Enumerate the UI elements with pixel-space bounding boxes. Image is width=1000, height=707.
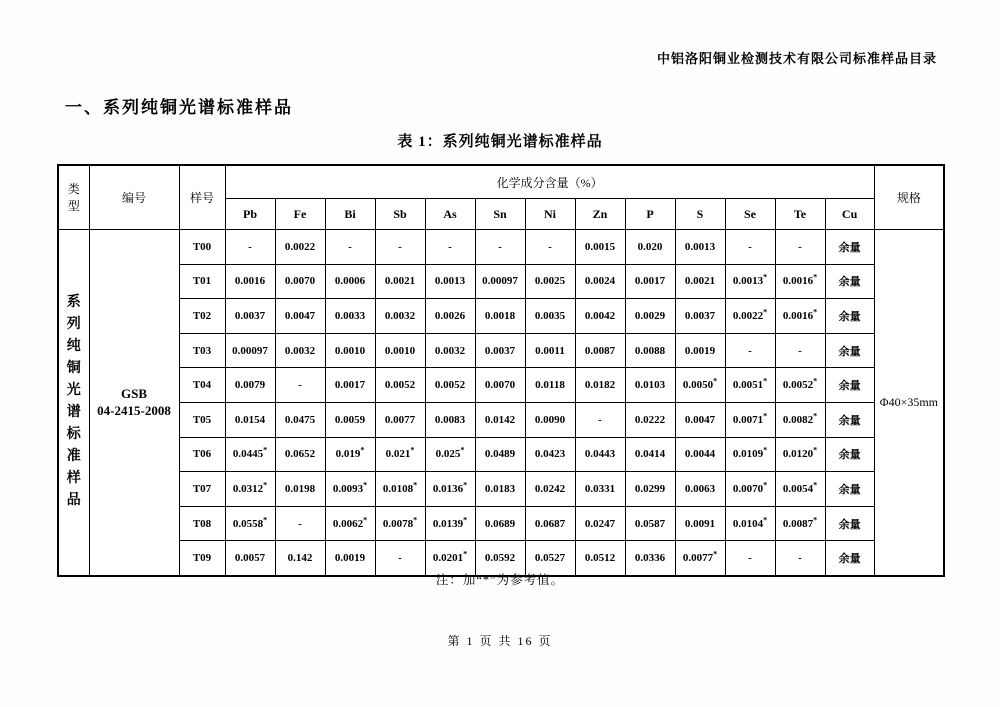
value-cell-zn: 0.0443 (575, 437, 625, 472)
header-element-p: P (625, 199, 675, 230)
table-row-T07 (58, 472, 944, 507)
value-cell-as: 0.025* (425, 437, 475, 472)
value-cell-ni: 0.0035 (525, 299, 575, 334)
type-cell: 系 列 纯 铜 光 谱 标 准 样 品 (58, 230, 89, 576)
table-header-row-1 (58, 165, 944, 199)
value-cell-sb: 0.0021 (375, 264, 425, 299)
value-cell-cu: 余量 (825, 299, 874, 334)
header-element-sb: Sb (375, 199, 425, 230)
value-cell-s: 0.0063 (675, 472, 725, 507)
header-type: 类 型 (58, 165, 89, 230)
value-cell-fe: 0.142 (275, 541, 325, 576)
table-row-T03 (58, 333, 944, 368)
header-sample: 样号 (179, 165, 225, 230)
value-cell-sn: 0.00097 (475, 264, 525, 299)
value-cell-te: 0.0016* (775, 264, 825, 299)
value-cell-fe: 0.0070 (275, 264, 325, 299)
header-element-pb: Pb (225, 199, 275, 230)
value-cell-ni: 0.0118 (525, 368, 575, 403)
table-row-T05 (58, 402, 944, 437)
standard-samples-table (57, 164, 945, 577)
value-cell-as: 0.0032 (425, 333, 475, 368)
footnote: 注：加“*”为参考值。 (435, 573, 565, 587)
value-cell-fe: 0.0032 (275, 333, 325, 368)
table-row-T08 (58, 506, 944, 541)
value-cell-zn: 0.0331 (575, 472, 625, 507)
value-cell-pb: 0.0037 (225, 299, 275, 334)
value-cell-se: 0.0109* (725, 437, 775, 472)
value-cell-cu: 余量 (825, 264, 874, 299)
value-cell-ni: 0.0090 (525, 402, 575, 437)
value-cell-fe: 0.0022 (275, 230, 325, 265)
value-cell-cu: 余量 (825, 472, 874, 507)
value-cell-te: - (775, 333, 825, 368)
value-cell-s: 0.0044 (675, 437, 725, 472)
value-cell-fe: 0.0652 (275, 437, 325, 472)
value-cell-sn: 0.0489 (475, 437, 525, 472)
value-cell-cu: 余量 (825, 437, 874, 472)
value-cell-s: 0.0077* (675, 541, 725, 576)
value-cell-p: 0.0414 (625, 437, 675, 472)
value-cell-as: 0.0136* (425, 472, 475, 507)
value-cell-s: 0.0021 (675, 264, 725, 299)
value-cell-ni: 0.0011 (525, 333, 575, 368)
value-cell-p: 0.0103 (625, 368, 675, 403)
value-cell-s: 0.0050* (675, 368, 725, 403)
value-cell-cu: 余量 (825, 506, 874, 541)
sample-id-cell: T06 (179, 437, 225, 472)
value-cell-pb: 0.0312* (225, 472, 275, 507)
value-cell-sb: 0.0108* (375, 472, 425, 507)
value-cell-te: 0.0052* (775, 368, 825, 403)
sample-id-cell: T03 (179, 333, 225, 368)
value-cell-sb: 0.0052 (375, 368, 425, 403)
header-composition: 化学成分含量（%） (225, 165, 874, 199)
sample-id-cell: T02 (179, 299, 225, 334)
value-cell-sn: 0.0018 (475, 299, 525, 334)
value-cell-sb: 0.0078* (375, 506, 425, 541)
value-cell-pb: 0.0079 (225, 368, 275, 403)
value-cell-s: 0.0047 (675, 402, 725, 437)
sample-id-cell: T00 (179, 230, 225, 265)
table-row-T02 (58, 299, 944, 334)
value-cell-p: 0.0029 (625, 299, 675, 334)
value-cell-sn: 0.0183 (475, 472, 525, 507)
value-cell-p: 0.0088 (625, 333, 675, 368)
value-cell-sb: - (375, 230, 425, 265)
value-cell-ni: 0.0527 (525, 541, 575, 576)
value-cell-te: 0.0082* (775, 402, 825, 437)
value-cell-cu: 余量 (825, 333, 874, 368)
header-element-fe: Fe (275, 199, 325, 230)
value-cell-sn: - (475, 230, 525, 265)
value-cell-pb: 0.0016 (225, 264, 275, 299)
value-cell-cu: 余量 (825, 402, 874, 437)
header-spec: 规格 (874, 165, 944, 230)
value-cell-te: 0.0016* (775, 299, 825, 334)
value-cell-sb: 0.0010 (375, 333, 425, 368)
value-cell-ni: - (525, 230, 575, 265)
value-cell-p: 0.0336 (625, 541, 675, 576)
value-cell-cu: 余量 (825, 541, 874, 576)
value-cell-bi: 0.0033 (325, 299, 375, 334)
value-cell-as: 0.0201* (425, 541, 475, 576)
header-code: 编号 (89, 165, 179, 230)
value-cell-fe: 0.0475 (275, 402, 325, 437)
table-row-T06 (58, 437, 944, 472)
value-cell-p: 0.0299 (625, 472, 675, 507)
value-cell-p: 0.0222 (625, 402, 675, 437)
value-cell-as: - (425, 230, 475, 265)
value-cell-cu: 余量 (825, 230, 874, 265)
header-element-ni: Ni (525, 199, 575, 230)
value-cell-zn: 0.0015 (575, 230, 625, 265)
header-element-as: As (425, 199, 475, 230)
value-cell-sn: 0.0037 (475, 333, 525, 368)
value-cell-cu: 余量 (825, 368, 874, 403)
value-cell-sb: - (375, 541, 425, 576)
header-element-sn: Sn (475, 199, 525, 230)
value-cell-se: 0.0104* (725, 506, 775, 541)
value-cell-bi: - (325, 230, 375, 265)
header-element-te: Te (775, 199, 825, 230)
value-cell-se: 0.0071* (725, 402, 775, 437)
sample-id-cell: T08 (179, 506, 225, 541)
company-header: 中铝洛阳铜业检测技术有限公司标准样品目录 (656, 51, 937, 66)
value-cell-as: 0.0083 (425, 402, 475, 437)
value-cell-bi: 0.019* (325, 437, 375, 472)
value-cell-as: 0.0139* (425, 506, 475, 541)
sample-id-cell: T01 (179, 264, 225, 299)
value-cell-te: - (775, 230, 825, 265)
value-cell-s: 0.0091 (675, 506, 725, 541)
value-cell-se: - (725, 230, 775, 265)
sample-id-cell: T07 (179, 472, 225, 507)
value-cell-te: 0.0120* (775, 437, 825, 472)
value-cell-s: 0.0019 (675, 333, 725, 368)
value-cell-se: - (725, 541, 775, 576)
value-cell-as: 0.0026 (425, 299, 475, 334)
value-cell-ni: 0.0423 (525, 437, 575, 472)
value-cell-te: 0.0087* (775, 506, 825, 541)
value-cell-p: 0.0587 (625, 506, 675, 541)
code-cell: GSB 04-2415-2008 (89, 230, 179, 576)
value-cell-fe: 0.0047 (275, 299, 325, 334)
value-cell-fe: - (275, 506, 325, 541)
value-cell-sb: 0.021* (375, 437, 425, 472)
value-cell-se: 0.0013* (725, 264, 775, 299)
value-cell-bi: 0.0019 (325, 541, 375, 576)
value-cell-bi: 0.0059 (325, 402, 375, 437)
value-cell-as: 0.0013 (425, 264, 475, 299)
table-row-T00 (58, 230, 944, 265)
value-cell-fe: 0.0198 (275, 472, 325, 507)
value-cell-as: 0.0052 (425, 368, 475, 403)
header-element-zn: Zn (575, 199, 625, 230)
spec-cell: Φ40×35mm (874, 230, 944, 576)
value-cell-p: 0.0017 (625, 264, 675, 299)
value-cell-ni: 0.0242 (525, 472, 575, 507)
value-cell-bi: 0.0093* (325, 472, 375, 507)
value-cell-bi: 0.0017 (325, 368, 375, 403)
value-cell-te: - (775, 541, 825, 576)
value-cell-s: 0.0037 (675, 299, 725, 334)
value-cell-zn: 0.0247 (575, 506, 625, 541)
value-cell-sn: 0.0689 (475, 506, 525, 541)
value-cell-se: 0.0022* (725, 299, 775, 334)
header-element-cu: Cu (825, 199, 874, 230)
sample-id-cell: T04 (179, 368, 225, 403)
sample-id-cell: T09 (179, 541, 225, 576)
value-cell-pb: 0.0057 (225, 541, 275, 576)
header-element-s: S (675, 199, 725, 230)
value-cell-ni: 0.0025 (525, 264, 575, 299)
value-cell-pb: - (225, 230, 275, 265)
value-cell-se: 0.0051* (725, 368, 775, 403)
value-cell-sb: 0.0077 (375, 402, 425, 437)
value-cell-se: 0.0070* (725, 472, 775, 507)
value-cell-bi: 0.0062* (325, 506, 375, 541)
value-cell-te: 0.0054* (775, 472, 825, 507)
value-cell-zn: 0.0087 (575, 333, 625, 368)
value-cell-fe: - (275, 368, 325, 403)
value-cell-p: 0.020 (625, 230, 675, 265)
value-cell-zn: 0.0042 (575, 299, 625, 334)
value-cell-pb: 0.00097 (225, 333, 275, 368)
value-cell-zn: - (575, 402, 625, 437)
value-cell-pb: 0.0445* (225, 437, 275, 472)
value-cell-zn: 0.0512 (575, 541, 625, 576)
value-cell-bi: 0.0006 (325, 264, 375, 299)
value-cell-zn: 0.0182 (575, 368, 625, 403)
value-cell-zn: 0.0024 (575, 264, 625, 299)
header-element-bi: Bi (325, 199, 375, 230)
header-element-se: Se (725, 199, 775, 230)
value-cell-sn: 0.0592 (475, 541, 525, 576)
value-cell-ni: 0.0687 (525, 506, 575, 541)
value-cell-sn: 0.0142 (475, 402, 525, 437)
value-cell-bi: 0.0010 (325, 333, 375, 368)
value-cell-pb: 0.0154 (225, 402, 275, 437)
value-cell-s: 0.0013 (675, 230, 725, 265)
section-title: 一、系列纯铜光谱标准样品 (65, 98, 293, 117)
table-row-T01 (58, 264, 944, 299)
value-cell-sb: 0.0032 (375, 299, 425, 334)
value-cell-pb: 0.0558* (225, 506, 275, 541)
page-number: 第 1 页 共 16 页 (447, 634, 553, 648)
sample-id-cell: T05 (179, 402, 225, 437)
value-cell-se: - (725, 333, 775, 368)
table-row-T04 (58, 368, 944, 403)
value-cell-sn: 0.0070 (475, 368, 525, 403)
table-title: 表 1：系列纯铜光谱标准样品 (397, 134, 603, 150)
